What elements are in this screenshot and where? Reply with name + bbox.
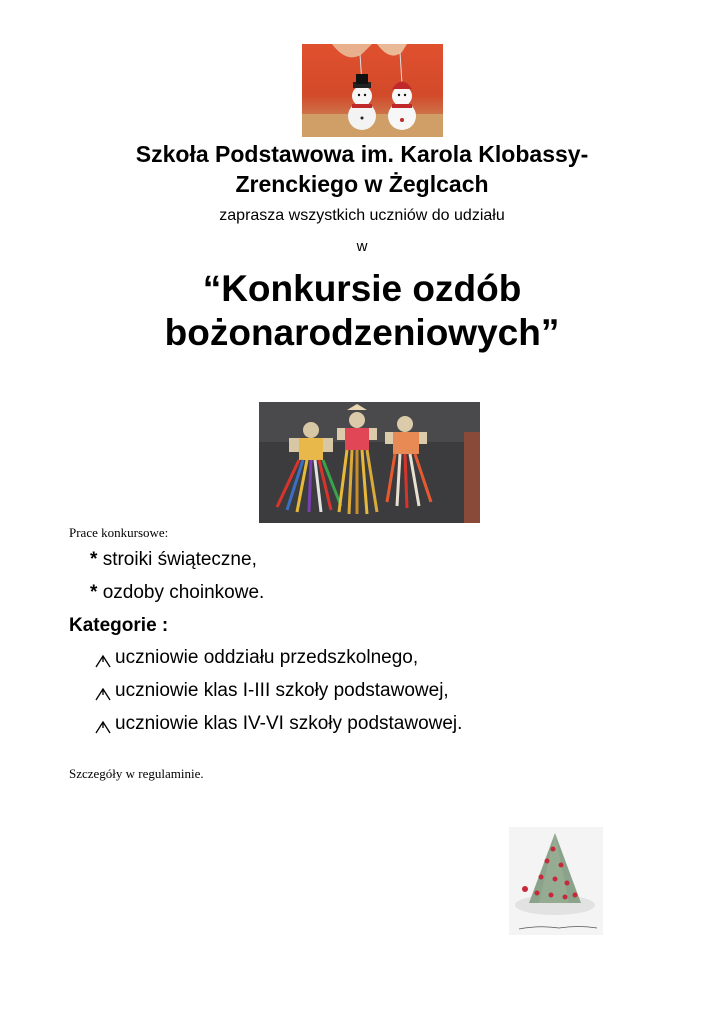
categories-heading: Kategorie : bbox=[69, 615, 169, 636]
details-note: Szczegóły w regulaminie. bbox=[69, 766, 204, 781]
work-bullet: * bbox=[90, 549, 98, 570]
works-heading: Prace konkursowe: bbox=[69, 525, 169, 540]
arrowhead-bullet-icon bbox=[95, 684, 111, 698]
category-item bbox=[95, 712, 462, 736]
category-item bbox=[95, 679, 449, 703]
work-bullet: * bbox=[90, 582, 98, 603]
category-item-text: uczniowie klas IV-VI szkoły podstawowej. bbox=[115, 713, 463, 734]
straw-dolls-photo bbox=[259, 402, 480, 523]
category-item-text: uczniowie oddziału przedszkolnego, bbox=[115, 647, 419, 668]
ceramic-christmas-tree-photo bbox=[509, 827, 603, 935]
category-item bbox=[95, 646, 418, 670]
contest-title bbox=[0, 267, 724, 355]
arrowhead-bullet-icon bbox=[95, 717, 111, 731]
work-item bbox=[90, 581, 264, 605]
work-item-text: ozdoby choinkowe. bbox=[102, 582, 265, 603]
snowman-ornaments-photo bbox=[302, 44, 443, 137]
work-item bbox=[90, 548, 257, 572]
arrowhead-bullet-icon bbox=[95, 651, 111, 665]
invitation-w: w bbox=[356, 238, 368, 255]
work-item-text: stroiki świąteczne, bbox=[102, 549, 257, 570]
school-name-line1: Szkoła Podstawowa im. Karola Klobassy- bbox=[135, 141, 589, 167]
school-name-line2: Zrenckiego w Żeglcach bbox=[235, 171, 489, 197]
contest-title-line2: bożonarodzeniowych” bbox=[164, 312, 560, 353]
school-name bbox=[0, 139, 724, 199]
invitation-text: zaprasza wszystkich uczniów do udziału bbox=[219, 207, 505, 224]
contest-title-line1: “Konkursie ozdób bbox=[202, 268, 522, 309]
category-item-text: uczniowie klas I-III szkoły podstawowej, bbox=[115, 680, 449, 701]
